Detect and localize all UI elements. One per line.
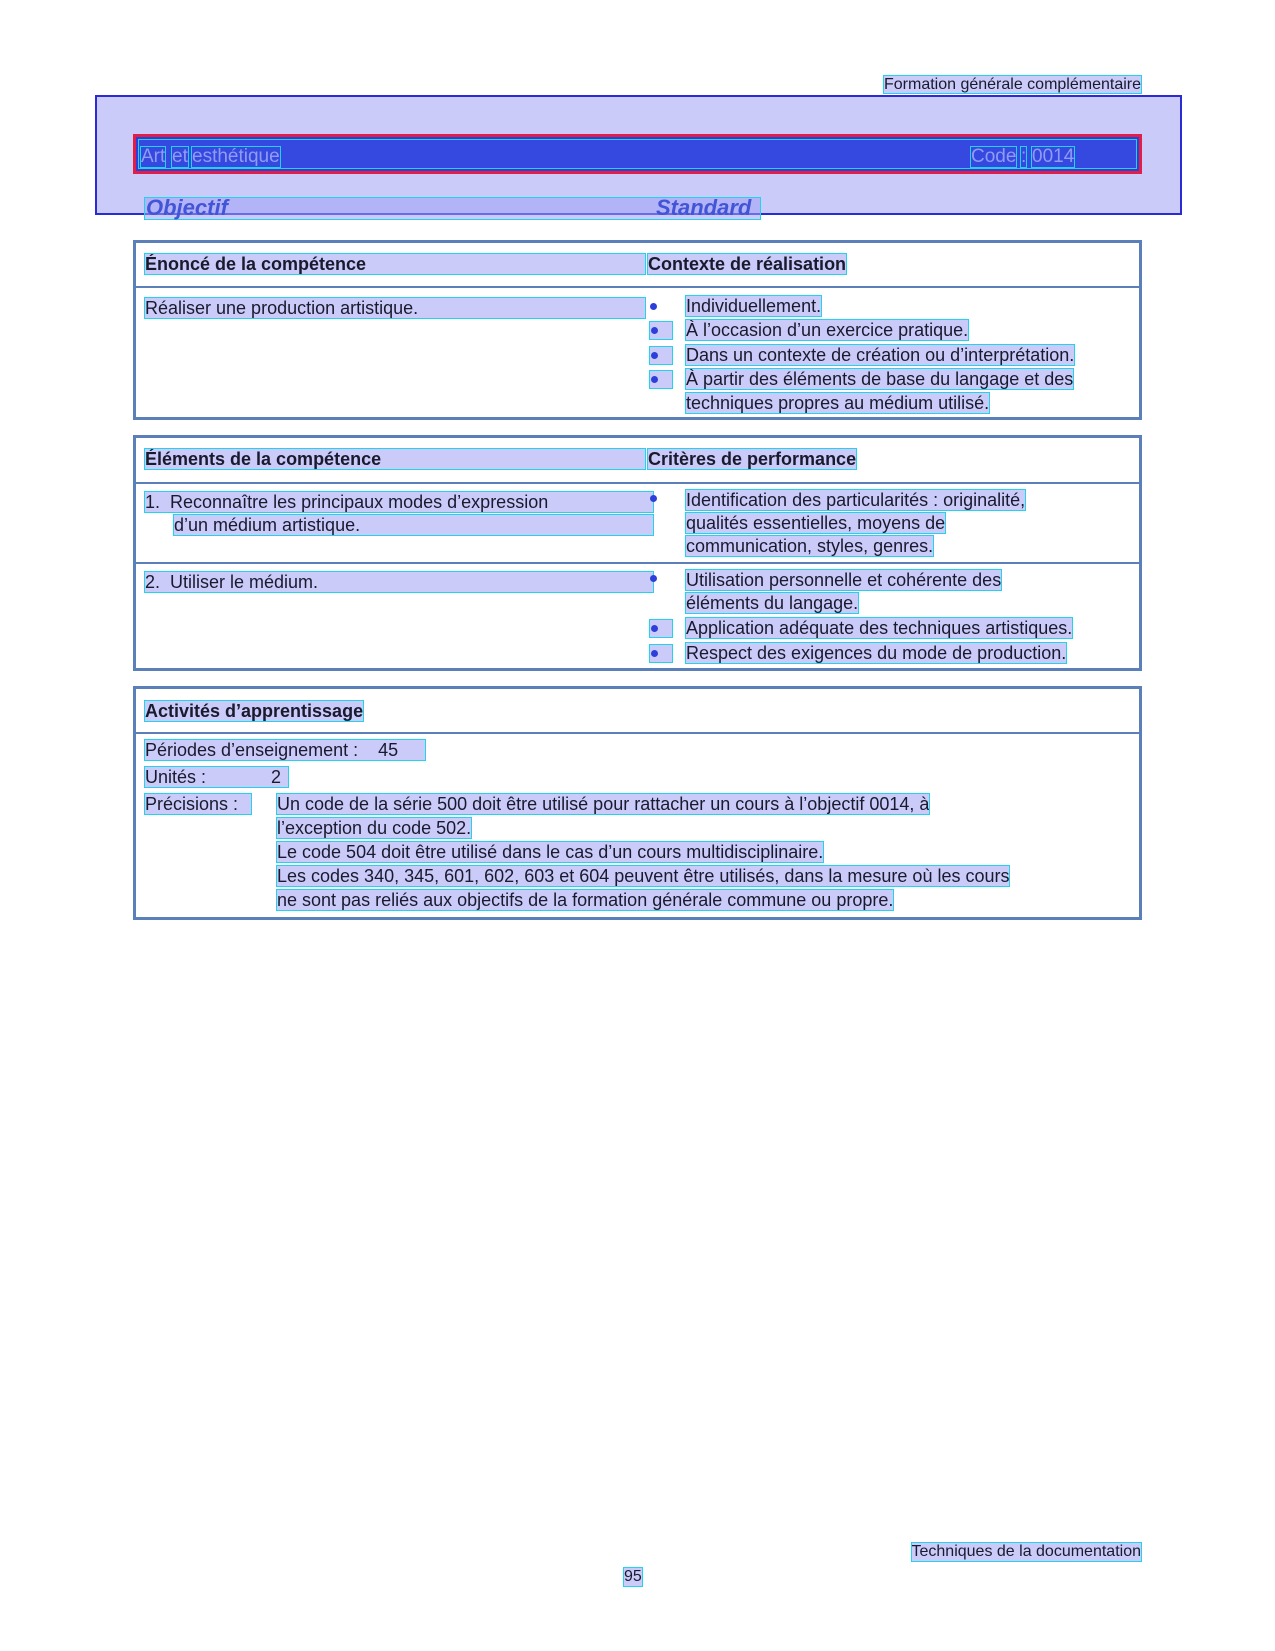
- context-item-continued: techniques propres au médium utilisé.: [686, 393, 990, 413]
- criteria-item: Identification des particularités : originalité,: [686, 490, 1026, 510]
- units-row: [145, 767, 288, 787]
- context-item: À partir des éléments de base du langage et des: [686, 369, 1074, 389]
- bullet-icon: [651, 327, 658, 334]
- activities-heading: Activités d’apprentissage: [145, 701, 364, 721]
- code-label: Code: [971, 146, 1017, 167]
- title-word-esthetique: esthétique: [192, 146, 280, 167]
- criteria-item: Utilisation personnelle et cohérente des: [686, 570, 1002, 590]
- context-item: Dans un contexte de création ou d’interprétation.: [686, 345, 1075, 365]
- precision-line: Un code de la série 500 doit être utilisé pour rattacher un cours à l’objectif 0014, à: [277, 794, 930, 814]
- bullet-icon: [650, 575, 657, 582]
- divider: [136, 482, 1139, 484]
- periods-row: [145, 740, 425, 760]
- element-text: Utiliser le médium.: [170, 572, 319, 592]
- precision-line: l’exception du code 502.: [277, 818, 472, 838]
- criteria-heading: Critères de performance: [648, 449, 857, 469]
- criteria-item: Respect des exigences du mode de production.: [686, 643, 1067, 663]
- units-label: Unités :: [145, 767, 207, 787]
- standard-label: Standard: [656, 195, 752, 220]
- element-row-1-line2: d’un médium artistique.: [174, 515, 653, 535]
- criteria-item: Application adéquate des techniques artistiques.: [686, 618, 1073, 638]
- precisions-label: Précisions :: [145, 794, 251, 814]
- page-number: 95: [624, 1568, 642, 1585]
- divider: [136, 286, 1139, 288]
- criteria-item-continued: communication, styles, genres.: [686, 536, 934, 556]
- running-footer: Techniques de la documentation: [911, 1543, 1141, 1560]
- competence-box: [133, 240, 1142, 420]
- bullet-icon: [651, 376, 658, 383]
- running-header: Formation générale complémentaire: [883, 76, 1141, 93]
- element-row-1-line1: [145, 492, 653, 512]
- bullet-icon: [650, 495, 657, 502]
- bullet-icon: [651, 625, 658, 632]
- competence-heading: Énoncé de la compétence: [145, 254, 645, 274]
- context-heading: Contexte de réalisation: [648, 254, 847, 274]
- precision-line: ne sont pas reliés aux objectifs de la formation générale commune ou propre.: [277, 890, 894, 910]
- element-text: Reconnaître les principaux modes d’expression: [170, 492, 549, 512]
- bullet-icon: [651, 352, 658, 359]
- elements-heading: Éléments de la compétence: [145, 449, 645, 469]
- competence-statement: Réaliser une production artistique.: [145, 298, 645, 318]
- title-bar-inner: [139, 140, 1136, 168]
- title-bar: [133, 134, 1142, 174]
- criteria-item-continued: qualités essentielles, moyens de: [686, 513, 946, 533]
- element-row-2-line1: [145, 572, 653, 592]
- element-number: 1.: [145, 492, 161, 512]
- units-value: 2: [271, 767, 282, 787]
- code-separator: :: [1021, 146, 1027, 167]
- activities-box: [133, 686, 1142, 920]
- criteria-item-continued: éléments du langage.: [686, 593, 859, 613]
- divider: [136, 562, 1139, 564]
- context-item: À l’occasion d’un exercice pratique.: [686, 320, 969, 340]
- code-value: 0014: [1032, 146, 1075, 167]
- periods-value: 45: [378, 740, 399, 760]
- precision-line: Le code 504 doit être utilisé dans le cas d’un cours multidisciplinaire.: [277, 842, 824, 862]
- bullet-icon: [650, 303, 657, 310]
- context-item: Individuellement.: [686, 296, 822, 316]
- periods-label: Périodes d’enseignement :: [145, 740, 359, 760]
- title-word-et: et: [172, 146, 188, 167]
- bullet-icon: [651, 650, 658, 657]
- divider: [136, 732, 1139, 734]
- element-number: 2.: [145, 572, 161, 592]
- objectif-label: Objectif: [146, 195, 228, 220]
- precision-line: Les codes 340, 345, 601, 602, 603 et 604 peuvent être utilisés, dans la mesure où les cours: [277, 866, 1010, 886]
- title-word-art: Art: [141, 146, 166, 167]
- elements-box: [133, 435, 1142, 671]
